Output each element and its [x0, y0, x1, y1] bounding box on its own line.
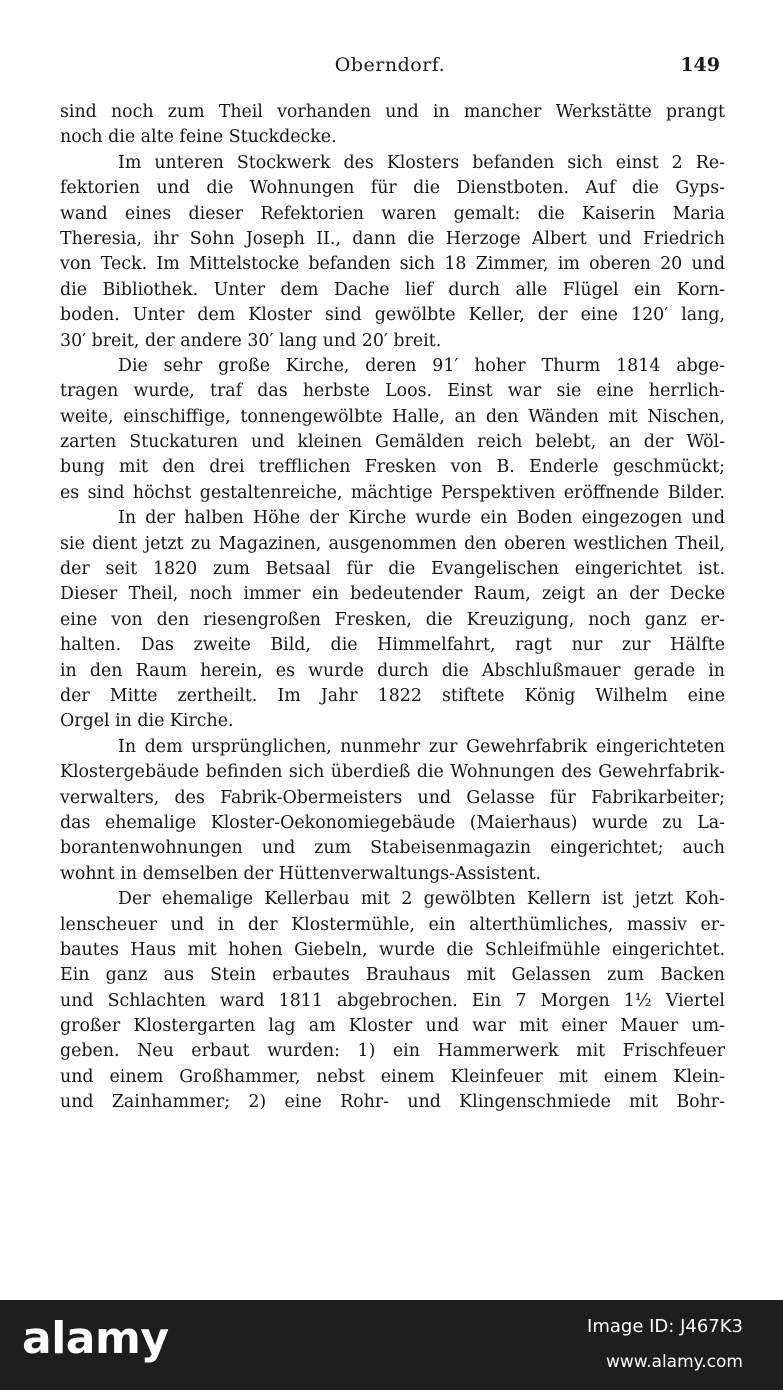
text-line: in den Raum herein, es wurde durch die Abschlußmauer gerade in — [60, 660, 725, 681]
text-line: großer Klostergarten lag am Kloster und war mit einer Mauer um- — [60, 1016, 725, 1037]
text-line: In der halben Höhe der Kirche wurde ein Boden eingezogen und — [118, 508, 725, 529]
text-line: Der ehemalige Kellerbau mit 2 gewölbten Kellern ist jetzt Koh- — [118, 889, 725, 910]
text-line: noch die alte feine Stuckdecke. — [60, 127, 337, 148]
text-line: Im unteren Stockwerk des Klosters befanden sich einst 2 Re- — [118, 152, 725, 173]
page-header — [60, 54, 720, 84]
text-line: Dieser Theil, noch immer ein bedeutender Raum, zeigt an der Decke — [60, 584, 725, 605]
text-line: 30′ breit, der andere 30′ lang und 20′ breit. — [60, 330, 442, 351]
text-line: Orgel in die Kirche. — [60, 711, 234, 732]
text-line: weite, einschiffige, tonnengewölbte Halle, an den Wänden mit Nischen, — [60, 406, 725, 427]
text-line: Theresia, ihr Sohn Joseph II., dann die Herzoge Albert und Friedrich — [60, 228, 725, 249]
text-line: verwalters, des Fabrik-Obermeisters und Gelasse für Fabrikarbeiter; — [60, 787, 725, 808]
text-line: es sind höchst gestaltenreiche, mächtige Perspektiven eröffnende Bilder. — [60, 482, 725, 503]
text-line: fektorien und die Wohnungen für die Dienstboten. Auf die Gyps- — [60, 178, 725, 199]
text-line: wohnt in demselben der Hüttenverwaltungs-Assistent. — [60, 863, 541, 884]
running-head: Oberndorf. — [334, 54, 446, 76]
text-line: eine von den riesengroßen Fresken, die Kreuzigung, noch ganz er- — [60, 609, 725, 630]
text-line: In dem ursprünglichen, nunmehr zur Gewehrfabrik eingerichteten — [118, 736, 725, 757]
text-line: zarten Stuckaturen und kleinen Gemälden reich belebt, an der Wöl- — [60, 432, 725, 453]
text-line: von Teck. Im Mittelstocke befanden sich 18 Zimmer, im oberen 20 und — [60, 254, 725, 275]
text-line: die Bibliothek. Unter dem Dache lief durch alle Flügel ein Korn- — [60, 279, 725, 300]
text-line: lenscheuer und in der Klostermühle, ein alterthümliches, massiv er- — [60, 914, 725, 935]
text-line: Ein ganz aus Stein erbautes Brauhaus mit Gelassen zum Backen — [60, 965, 725, 986]
text-line: halten. Das zweite Bild, die Himmelfahrt, ragt nur zur Hälfte — [60, 635, 725, 656]
site-url: www.alamy.com — [605, 1352, 743, 1372]
text-line: bautes Haus mit hohen Giebeln, wurde die Schleifmühle eingerichtet. — [60, 939, 725, 960]
text-line: boden. Unter dem Kloster sind gewölbte Keller, der eine 120′ lang, — [60, 305, 725, 326]
text-line: bung mit den drei trefflichen Fresken von B. Enderle geschmückt; — [60, 457, 725, 478]
text-line: borantenwohnungen und zum Stabeisenmagazin eingerichtet; auch — [60, 838, 725, 859]
text-line: sie dient jetzt zu Magazinen, ausgenommen den oberen westlichen Theil, — [60, 533, 725, 554]
text-line: der Mitte zertheilt. Im Jahr 1822 stiftete König Wilhelm eine — [60, 685, 725, 706]
text-line: Klostergebäude befinden sich überdieß die Wohnungen des Gewehrfabrik- — [60, 762, 725, 783]
image-id: Image ID: J467K3 — [587, 1316, 743, 1337]
text-line: geben. Neu erbaut wurden: 1) ein Hammerwerk mit Frischfeuer — [60, 1041, 725, 1062]
text-line: tragen wurde, traf das herbste Loos. Einst war sie eine herrlich- — [60, 381, 725, 402]
text-line: sind noch zum Theil vorhanden und in mancher Werkstätte prangt — [60, 102, 725, 122]
text-line: und einem Großhammer, nebst einem Kleinfeuer mit einem Klein- — [60, 1066, 725, 1087]
text-line: und Schlachten ward 1811 abgebrochen. Ein 7 Morgen 1½ Viertel — [60, 990, 725, 1011]
text-line: das ehemalige Kloster-Oekonomiegebäude (Maierhaus) wurde zu La- — [60, 812, 725, 833]
alamy-logo: alamy — [22, 1313, 169, 1364]
text-line: und Zainhammer; 2) eine Rohr- und Klingenschmiede mit Bohr- — [60, 1092, 725, 1113]
text-line: wand eines dieser Refektorien waren gemalt: die Kaiserin Maria — [60, 203, 725, 224]
body-text — [60, 100, 725, 1116]
page-number: 149 — [680, 54, 720, 76]
text-line: Die sehr große Kirche, deren 91′ hoher Thurm 1814 abge- — [118, 355, 725, 376]
text-line: der seit 1820 zum Betsaal für die Evangelischen eingerichtet ist. — [60, 559, 725, 580]
